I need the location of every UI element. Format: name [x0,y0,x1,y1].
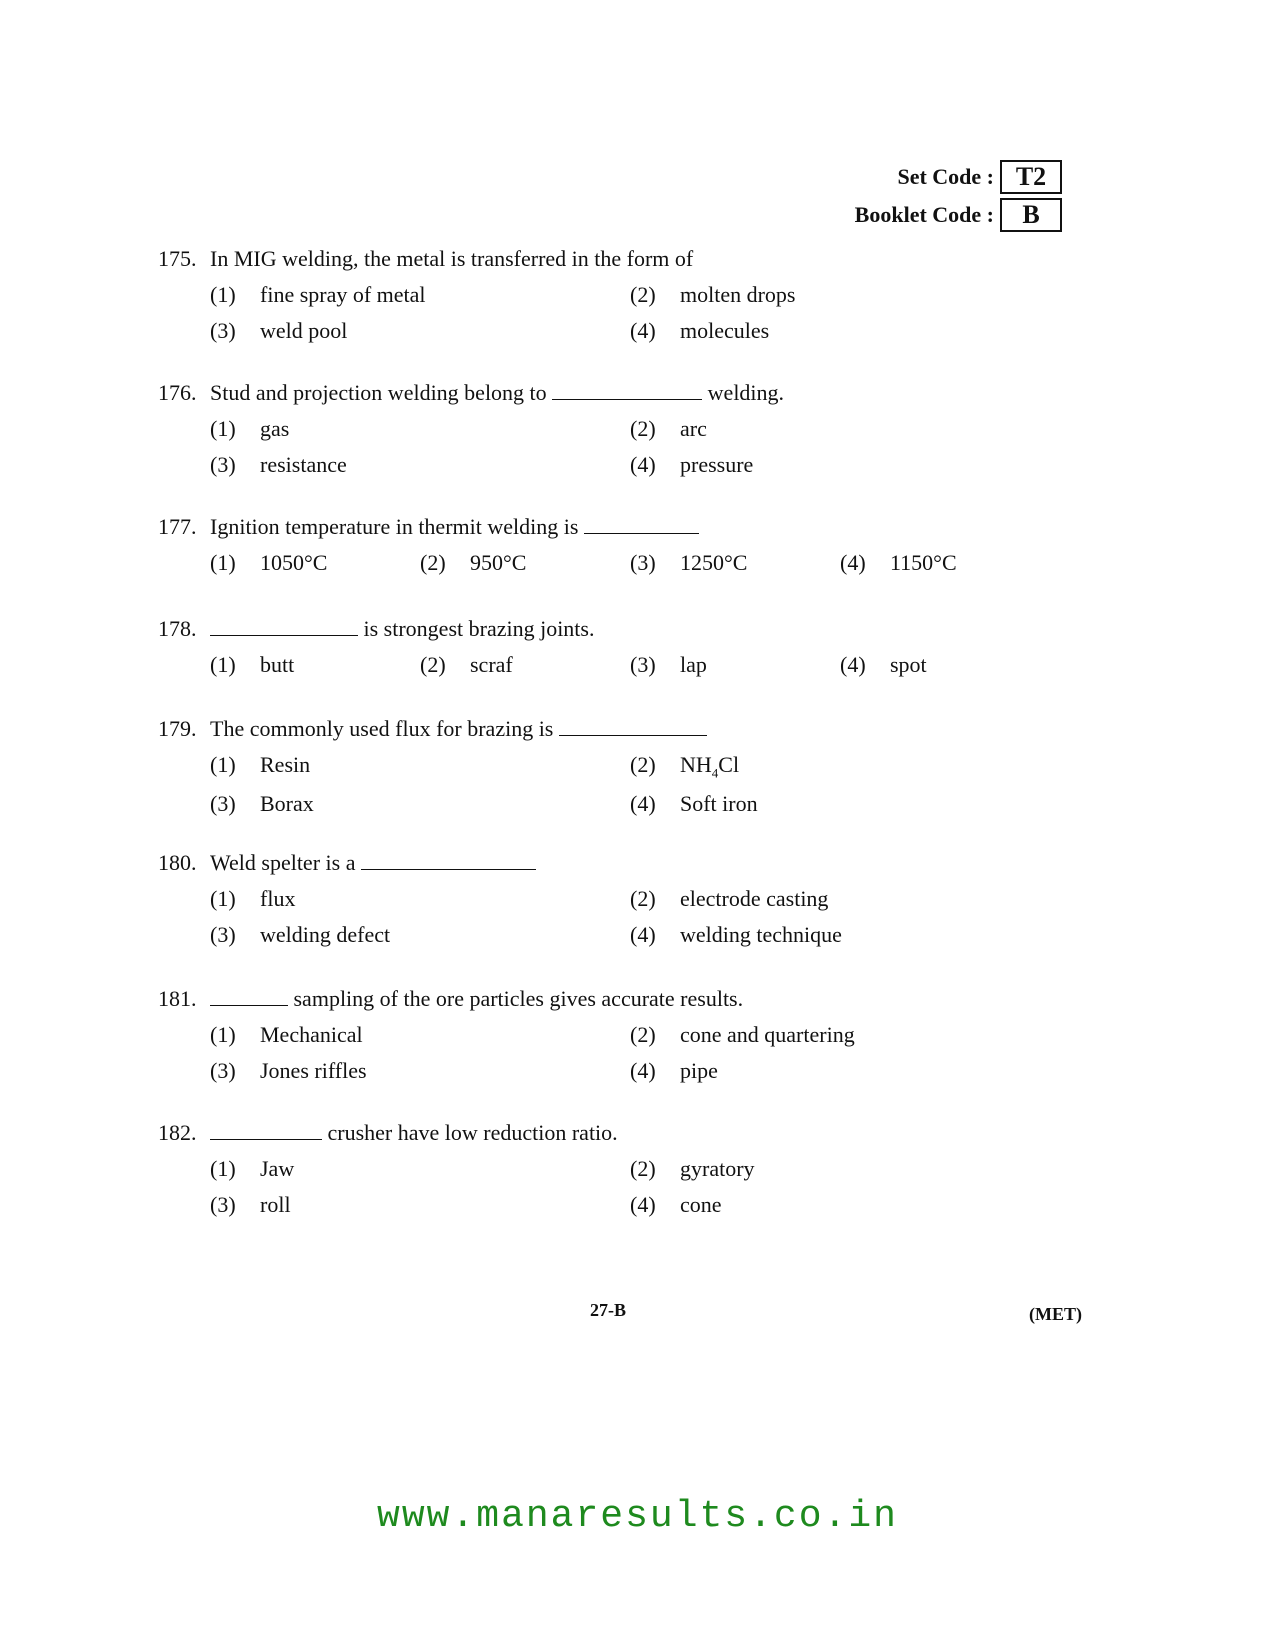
option-text: welding technique [680,922,842,947]
option-4 [840,550,1050,576]
option-number: (1) [210,752,236,777]
option-number: (1) [210,282,236,307]
option-1 [210,752,630,781]
question-181 [158,986,1058,1084]
booklet-code-label: Booklet Code : [854,202,994,227]
formula-main: NH [680,752,712,777]
question-text [210,716,707,742]
option-number: (2) [630,1022,656,1047]
answer-blank [210,987,288,1006]
question-number: 182. [158,1120,197,1145]
option-3 [630,550,840,576]
option-3 [210,1192,630,1218]
option-text: Borax [260,791,314,817]
option-text: cone [680,1192,722,1217]
option-number: (2) [630,752,656,777]
option-1 [210,1022,630,1048]
options [210,1156,1058,1218]
option-text: weld pool [260,318,348,343]
option-number: (4) [840,652,866,677]
question-text [210,1120,618,1146]
option-4 [840,652,1050,678]
option-text: spot [890,652,927,677]
question-177 [158,514,1058,576]
question-number: 176. [158,380,197,405]
answer-blank [361,851,536,870]
option-3 [210,318,630,344]
question-182 [158,1120,1058,1218]
option-number: (4) [630,1192,656,1217]
website-watermark: www.manaresults.co.in [377,1495,898,1538]
options [210,886,1058,948]
option-number: (2) [420,550,446,575]
question-179 [158,716,1058,817]
question-number: 177. [158,514,197,539]
question-text [210,380,784,406]
set-code-row [855,160,1062,194]
option-text: molten drops [680,282,796,307]
options [210,652,1058,678]
question-text-post: welding. [707,380,785,405]
question-text [210,986,743,1012]
option-text: pipe [680,1058,718,1083]
option-text: 1050°C [260,550,328,575]
option-text: roll [260,1192,291,1217]
question-180 [158,850,1058,948]
question-number: 179. [158,716,197,741]
question-number: 175. [158,246,197,271]
option-number: (2) [630,886,656,911]
answer-blank [552,381,702,400]
option-text: molecules [680,318,770,343]
option-number: (4) [630,318,656,343]
option-1 [210,1156,630,1182]
question-text-pre: Ignition temperature in thermit welding is [210,514,579,539]
option-number: (3) [210,791,236,817]
option-text: scraf [470,652,513,677]
option-text: cone and quartering [680,1022,855,1047]
option-text: 950°C [470,550,527,575]
option-text: fine spray of metal [260,282,426,307]
option-number: (1) [210,652,236,677]
option-text [680,752,739,781]
option-number: (3) [630,652,656,677]
option-text: 1150°C [890,550,957,575]
option-3 [210,922,630,948]
option-number: (2) [630,416,656,441]
option-number: (4) [630,922,656,947]
option-text: gyratory [680,1156,755,1181]
option-3 [210,452,630,478]
option-text: flux [260,886,296,911]
page-number: 27-B [590,1300,626,1320]
option-number: (1) [210,550,236,575]
option-2 [630,1022,1050,1048]
question-176 [158,380,1058,478]
option-2 [630,752,1050,781]
option-3 [630,652,840,678]
answer-blank [584,515,699,534]
option-4 [630,791,1050,817]
option-number: (1) [210,1022,236,1047]
option-text: Jones riffles [260,1058,367,1083]
answer-blank [210,1121,322,1140]
option-number: (3) [210,922,236,947]
option-text: Jaw [260,1156,295,1181]
question-number: 180. [158,850,197,875]
option-1 [210,282,630,308]
option-number: (2) [630,1156,656,1181]
question-text-post: is strongest brazing joints. [363,616,595,641]
option-1 [210,886,630,912]
booklet-code-box: B [1000,198,1062,232]
option-number: (4) [630,1058,656,1083]
question-text-pre: The commonly used flux for brazing is [210,716,554,741]
option-number: (3) [210,452,236,477]
option-number: (4) [840,550,866,575]
booklet-code-row [855,198,1062,232]
option-1 [210,416,630,442]
option-2 [630,886,1050,912]
option-number: (1) [210,886,236,911]
option-number: (3) [210,1192,236,1217]
option-text: resistance [260,452,347,477]
set-code-box: T2 [1000,160,1062,194]
question-text-post: sampling of the ore particles gives accurate results. [293,986,744,1011]
option-text: welding defect [260,922,391,947]
question-text [210,514,699,540]
option-text: lap [680,652,707,677]
option-number: (2) [420,652,446,677]
option-2 [630,416,1050,442]
answer-blank [559,717,707,736]
option-number: (4) [630,452,656,477]
question-175 [158,246,1058,344]
option-2 [630,282,1050,308]
option-1 [210,550,420,576]
options [210,550,1058,576]
question-text [210,616,594,642]
question-178 [158,616,1058,678]
option-text: Mechanical [260,1022,363,1047]
option-1 [210,652,420,678]
option-text: pressure [680,452,754,477]
formula-tail: Cl [718,752,740,777]
department-code: (MET) [1029,1304,1082,1324]
options [210,1022,1058,1084]
option-text: 1250°C [680,550,748,575]
option-4 [630,1058,1050,1084]
question-number: 181. [158,986,197,1011]
option-text: arc [680,416,707,441]
option-4 [630,318,1050,344]
question-text: In MIG welding, the metal is transferred in the form of [210,246,694,271]
option-number: (3) [630,550,656,575]
options [210,416,1058,478]
option-4 [630,922,1050,948]
answer-blank [210,617,358,636]
option-text: electrode casting [680,886,829,911]
set-code-label: Set Code : [897,164,994,189]
option-4 [630,1192,1050,1218]
option-number: (1) [210,1156,236,1181]
option-3 [210,1058,630,1084]
option-2 [630,1156,1050,1182]
option-number: (4) [630,791,656,817]
question-text-post: crusher have low reduction ratio. [327,1120,618,1145]
exam-codes [855,160,1062,236]
option-text: Soft iron [680,791,758,817]
option-text: gas [260,416,290,441]
option-number: (2) [630,282,656,307]
option-text: Resin [260,752,311,777]
option-text: butt [260,652,295,677]
question-text [210,850,536,876]
option-3 [210,791,630,817]
options [210,282,1058,344]
option-2 [420,652,630,678]
question-text-pre: Stud and projection welding belong to [210,380,547,405]
option-number: (3) [210,318,236,343]
option-number: (3) [210,1058,236,1083]
option-4 [630,452,1050,478]
question-number: 178. [158,616,197,641]
option-number: (1) [210,416,236,441]
formula-subscript: 4 [711,765,719,781]
option-2 [420,550,630,576]
options [210,752,1058,817]
question-text-pre: Weld spelter is a [210,850,356,875]
